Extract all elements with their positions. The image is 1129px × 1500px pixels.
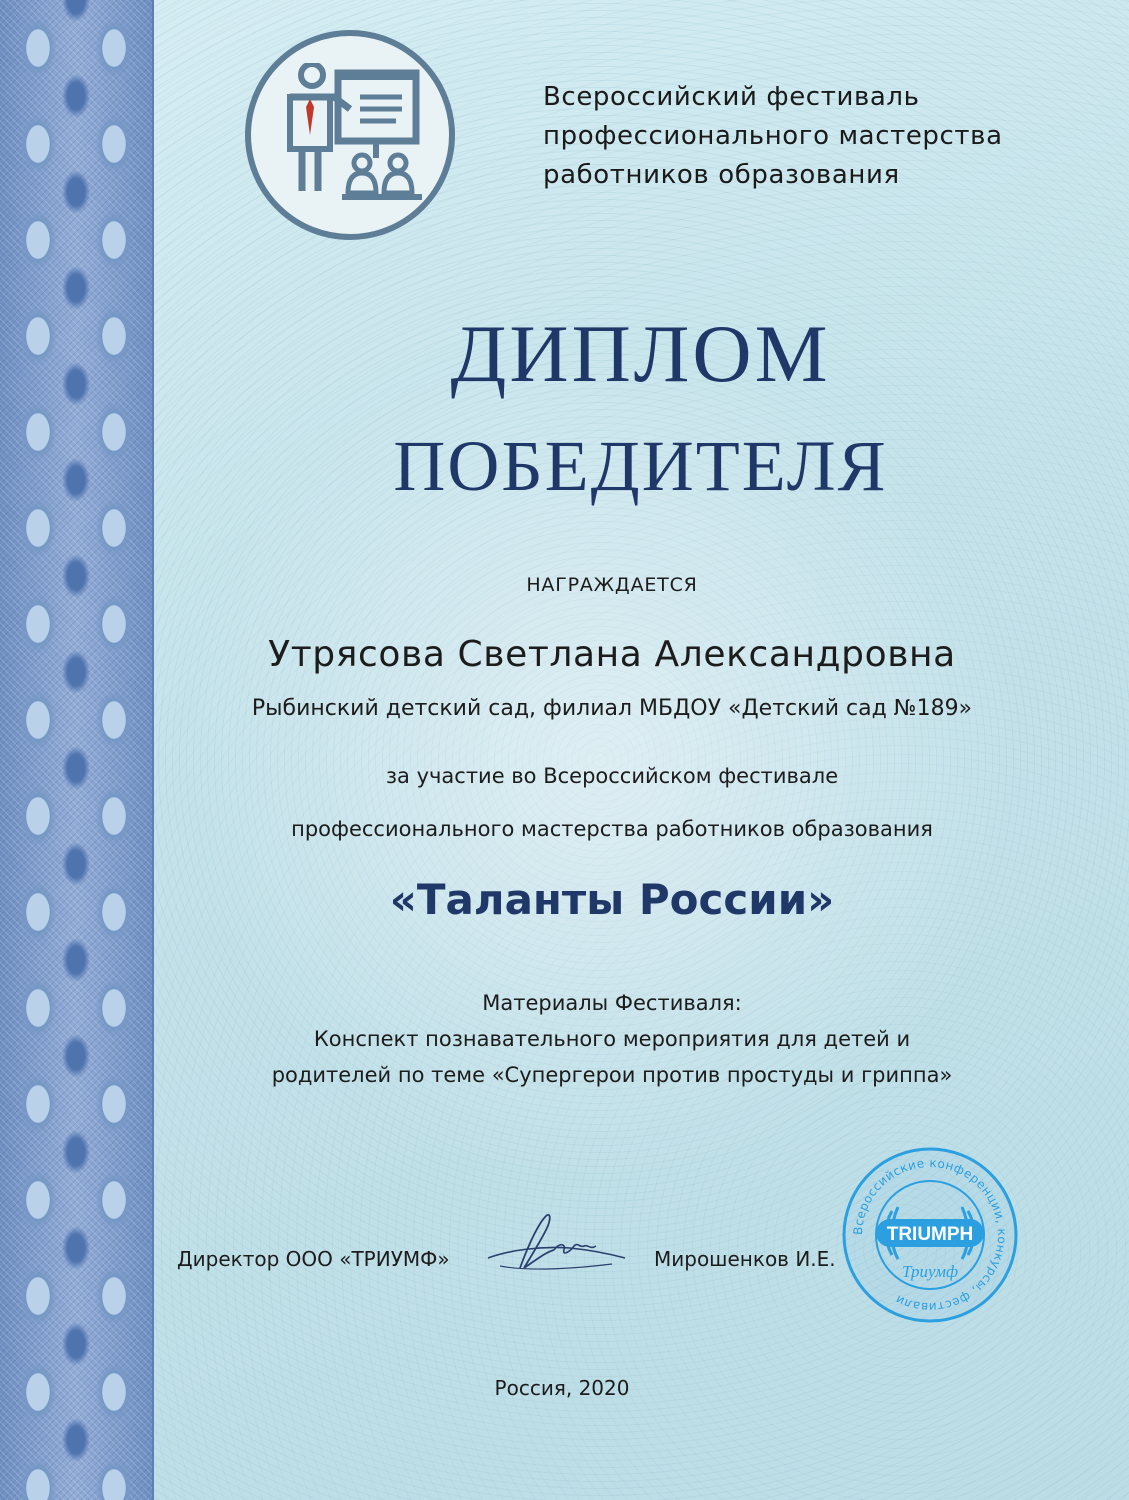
place-year: Россия, 2020 bbox=[494, 1376, 630, 1400]
participation-text: профессионального мастерства работников образования bbox=[291, 817, 933, 841]
diploma-subtitle: ПОБЕДИТЕЛЯ bbox=[393, 426, 888, 506]
stamp-seal-icon bbox=[840, 1145, 1020, 1325]
festival-heading bbox=[543, 78, 1063, 195]
festival-heading-line: работников образования bbox=[543, 160, 900, 190]
stamp-ring-text: Всероссийские конференции, конкурсы, фестивали bbox=[850, 1155, 1010, 1315]
signature-icon bbox=[480, 1206, 630, 1286]
stamp-center-text: TRIUMPH bbox=[886, 1224, 974, 1245]
materials-label: Материалы Фестиваля: bbox=[482, 991, 742, 1015]
decorative-border bbox=[0, 0, 154, 1500]
participation-text: за участие во Всероссийском фестивале bbox=[385, 764, 839, 788]
director-name: Мирошенков И.Е. bbox=[654, 1247, 836, 1271]
materials-text: Конспект познавательного мероприятия для детей и bbox=[313, 1027, 911, 1051]
recipient-name: Утрясова Светлана Александровна bbox=[268, 634, 956, 675]
festival-heading-line: профессионального мастерства bbox=[543, 121, 1003, 151]
director-title: Директор ООО «ТРИУМФ» bbox=[177, 1247, 450, 1271]
stamp-bottom-text: Триумф bbox=[901, 1262, 959, 1281]
festival-name: «Таланты России» bbox=[389, 875, 835, 924]
teacher-presentation-icon bbox=[245, 30, 455, 240]
festival-heading-line: Всероссийский фестиваль bbox=[543, 82, 920, 112]
awarded-label: НАГРАЖДАЕТСЯ bbox=[526, 574, 698, 596]
materials-text: родителей по теме «Супергерои против простуды и гриппа» bbox=[271, 1063, 953, 1087]
recipient-organization: Рыбинский детский сад, филиал МБДОУ «Детский сад №189» bbox=[251, 696, 973, 721]
diploma-title: ДИПЛОМ bbox=[450, 308, 831, 399]
